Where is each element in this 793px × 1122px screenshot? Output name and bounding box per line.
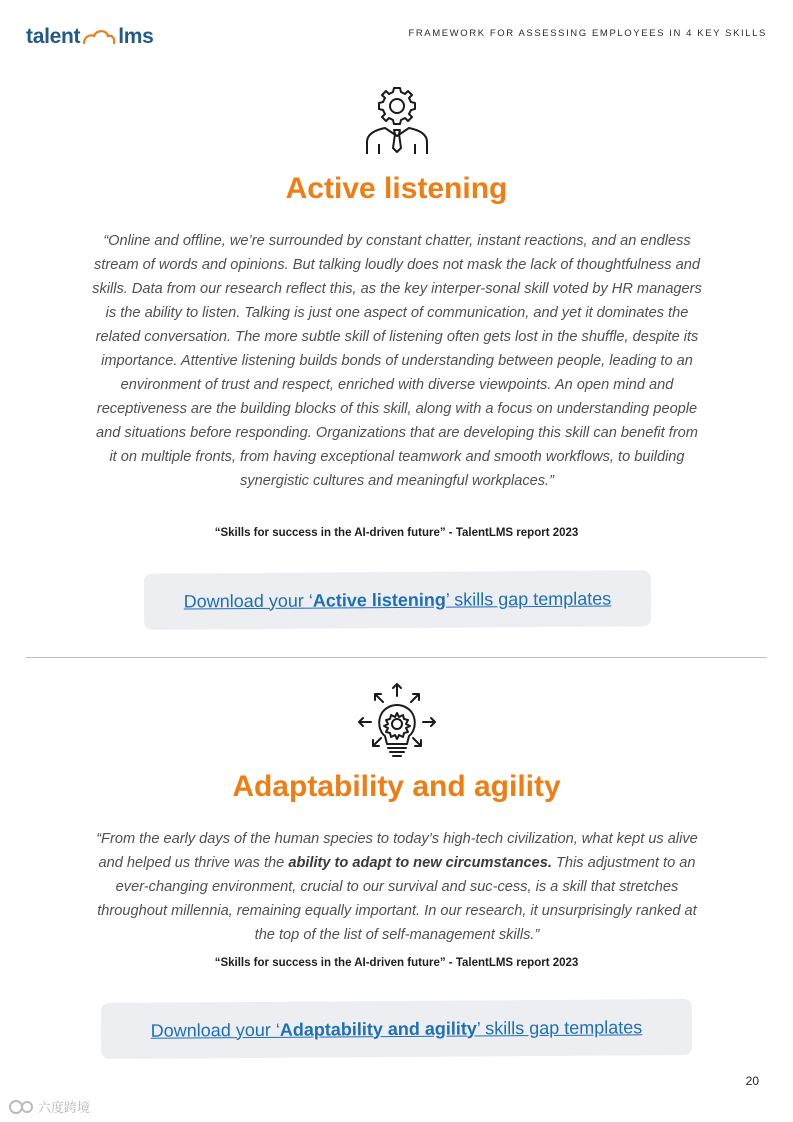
button-prefix: Download your ‘ bbox=[183, 590, 313, 611]
logo-text-talent: talent bbox=[26, 25, 81, 48]
section-title-adaptability: Adaptability and agility bbox=[232, 770, 561, 803]
button-suffix: ’ skills gap templates bbox=[476, 1016, 643, 1038]
cloud-icon bbox=[82, 27, 116, 47]
talentlms-logo bbox=[26, 24, 154, 50]
watermark bbox=[8, 1097, 90, 1116]
watermark-logo-icon bbox=[8, 1099, 34, 1115]
section-divider bbox=[26, 657, 767, 658]
page-number: 20 bbox=[745, 1074, 759, 1088]
header-title: FRAMEWORK FOR ASSESSING EMPLOYEES IN 4 KEY SKILLS bbox=[408, 28, 767, 39]
watermark-text: 六度跨境 bbox=[38, 1100, 91, 1115]
quote-bold: ability to adapt to new circumstances. bbox=[288, 855, 552, 871]
active-listening-citation: “Skills for success in the AI-driven future” - TalentLMS report 2023 bbox=[214, 527, 579, 539]
section-title-active-listening: Active listening bbox=[285, 172, 508, 205]
quote-part1: “From the early days of the human species to today’s high-tech civilization, what kept us alive and helped us thrive was the bbox=[96, 831, 698, 871]
button-prefix: Download your ‘ bbox=[150, 1019, 280, 1041]
button-bold: Adaptability and agility bbox=[279, 1017, 477, 1040]
download-adaptability-button[interactable] bbox=[101, 999, 692, 1059]
quote-part2: This adjustment to an ever-changing environment, crucial to our survival and suc-cess, is a skill that stretches throughout millennia, remaining equally important. In our research, it unsurprisingly ranked at the top of the list of self-management skills.” bbox=[97, 855, 697, 943]
adaptability-quote bbox=[92, 827, 702, 947]
person-gear-icon bbox=[361, 84, 433, 156]
active-listening-quote: “Online and offline, we’re surrounded by constant chatter, instant reactions, and an endless stream of words and opinions. But talking loudly does not mask the lack of thoughtfulness and skills. Data from our research reflect this, as the key interper-sonal skill voted by HR managers is the ability to listen. Talking is just one aspect of communication, and yet it dominates the related conversation. The more subtle skill of listening often gets lost in the shuffle, despite its importance. Attentive listening builds bonds of understanding between people, leading to an environment of trust and respect, enriched with diverse viewpoints. An open mind and receptiveness are the building blocks of this skill, along with a focus on understanding people and situations before responding. Organizations that are developing this skill can benefit from it on multiple fronts, from having exceptional teamwork and smooth workflows, to building synergistic cultures and meaningful workplaces.” bbox=[92, 233, 702, 489]
lightbulb-gear-icon bbox=[357, 682, 437, 760]
button-suffix: ’ skills gap templates bbox=[445, 588, 612, 610]
logo-text-lms: lms bbox=[118, 25, 154, 48]
adaptability-citation: “Skills for success in the AI-driven future” - TalentLMS report 2023 bbox=[214, 957, 579, 969]
download-active-listening-button[interactable] bbox=[144, 570, 651, 630]
button-bold: Active listening bbox=[312, 589, 446, 611]
